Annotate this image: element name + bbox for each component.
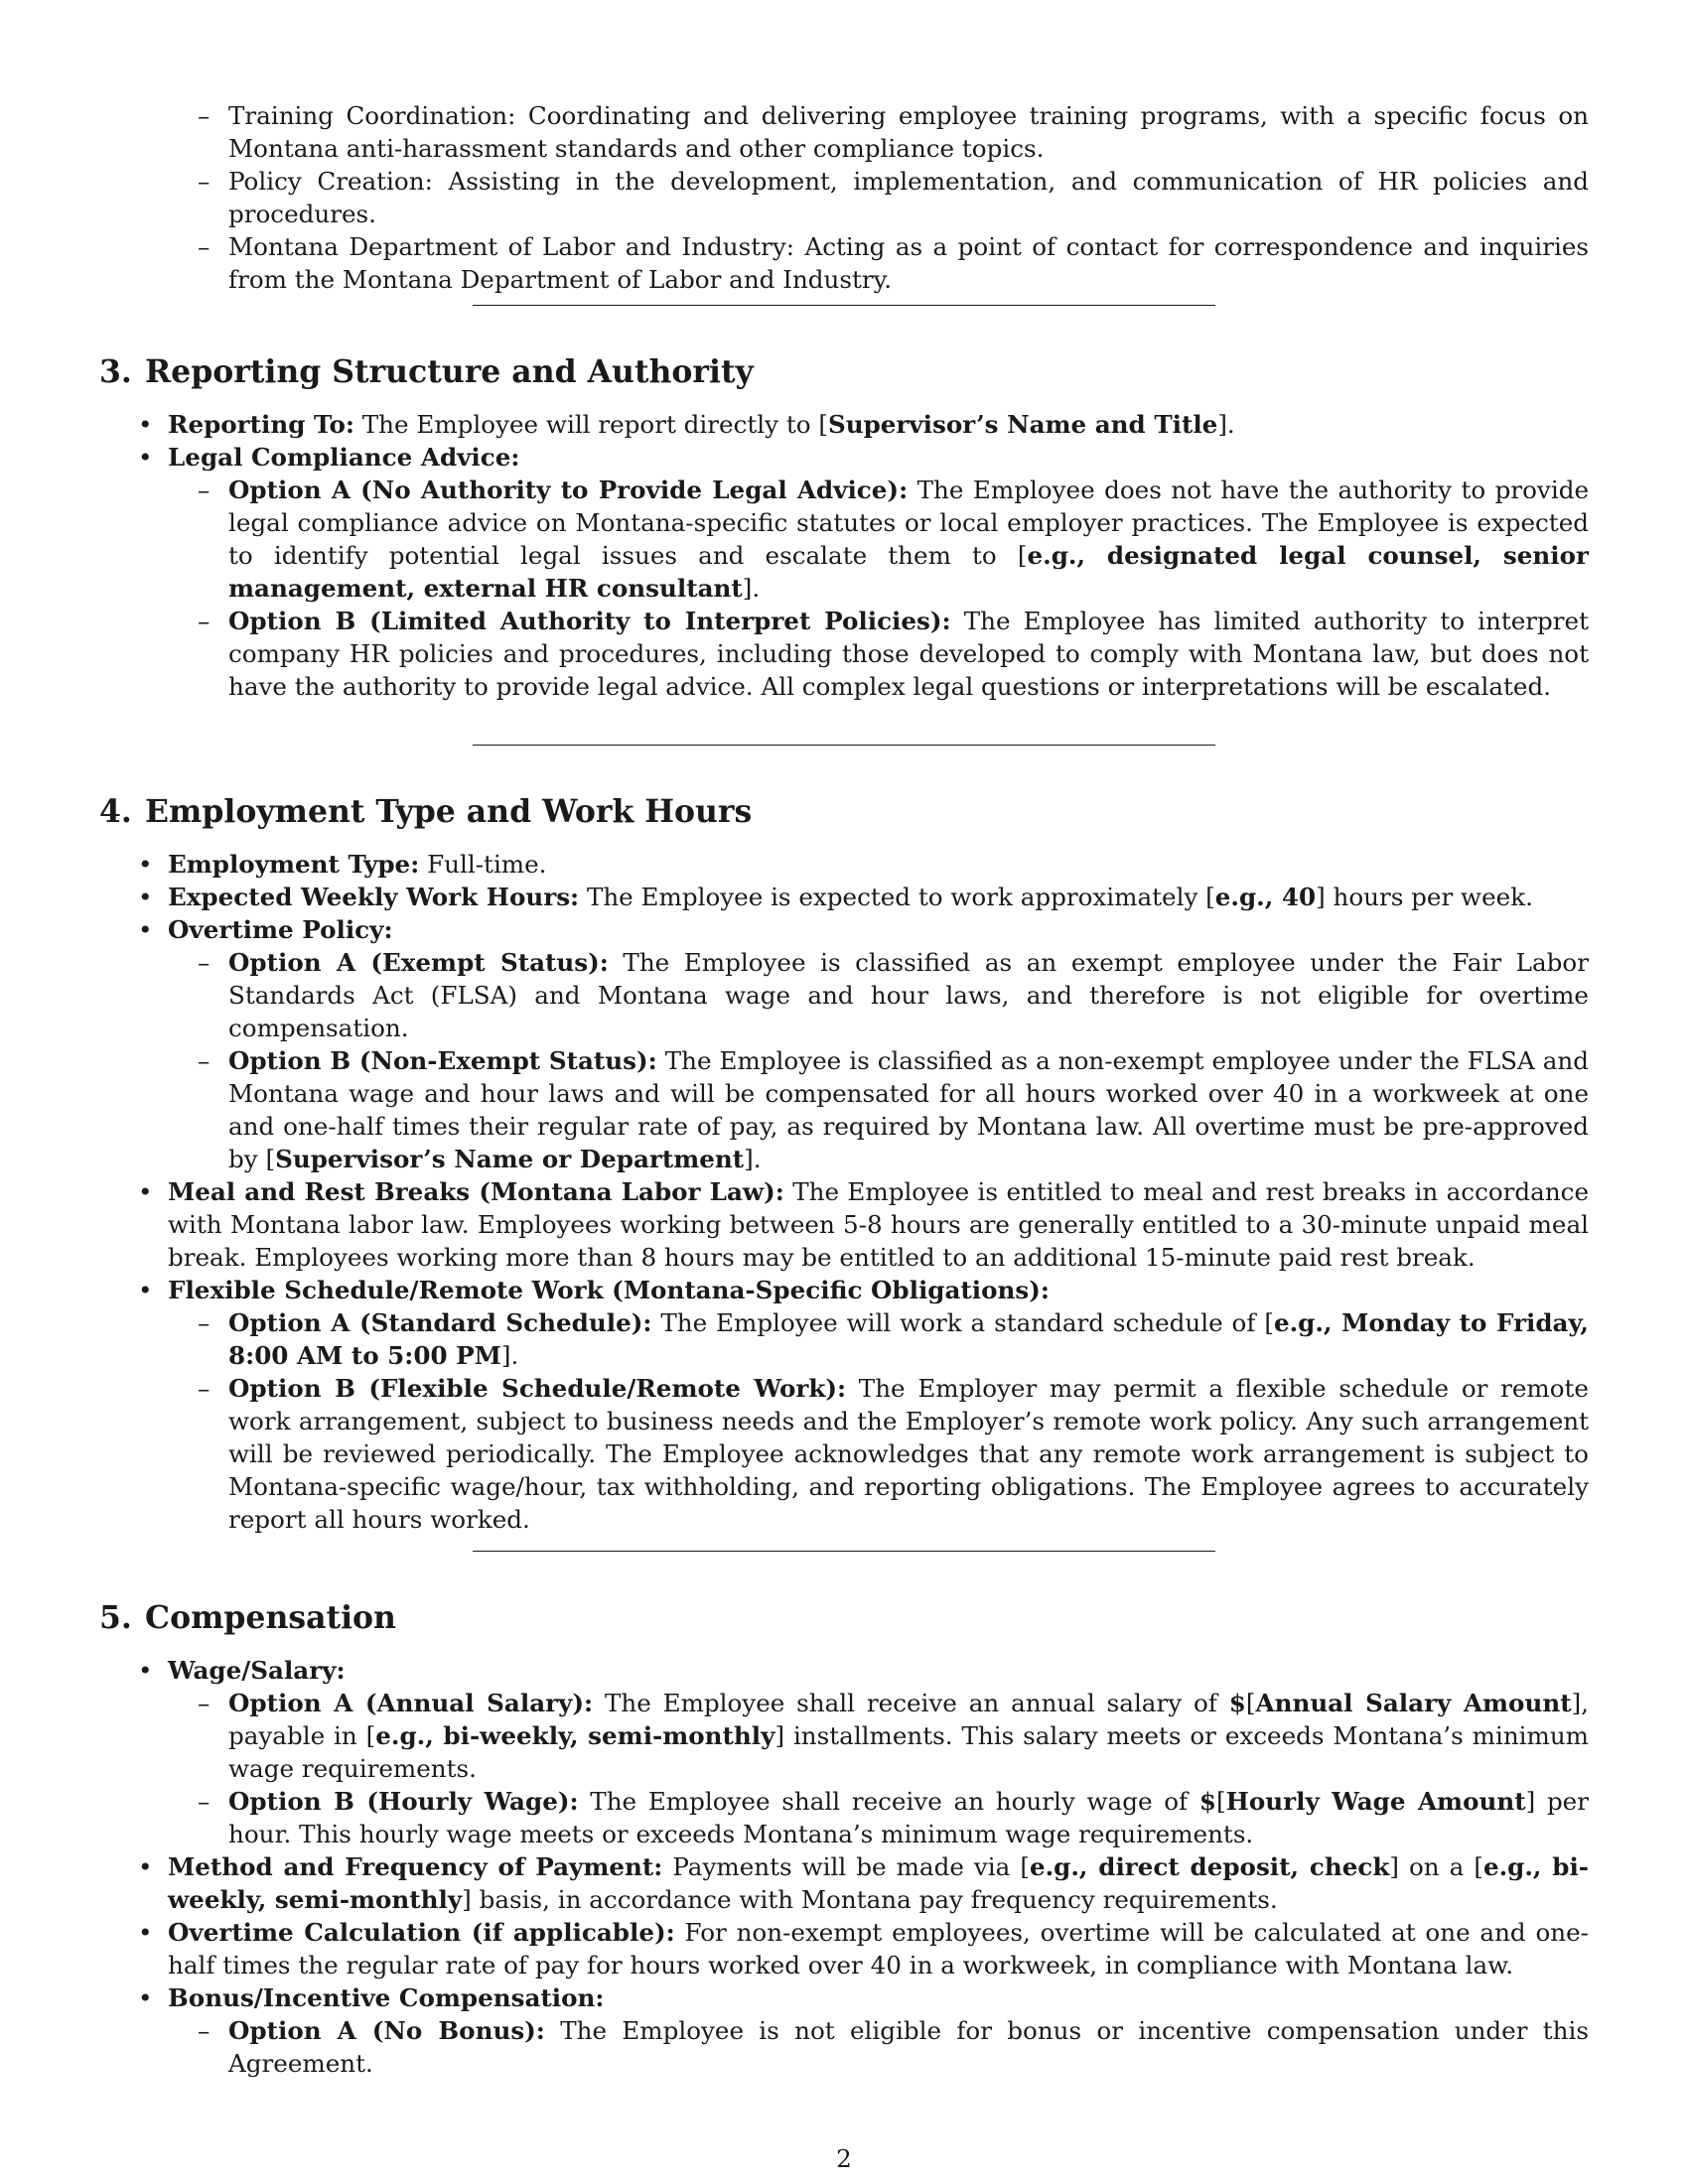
item-text: Coordinating and delivering employee training programs, with a specific focus on Montana anti-harassment standards and other compliance topics. (228, 101, 1590, 163)
bullet-marker: • (138, 1852, 153, 1881)
section-3-list (0, 408, 1688, 703)
item-text: Acting as a point of contact for correspondence and inquiries from the Montana Department of Labor and Industry. (228, 232, 1589, 294)
list-item-overtime-policy: • Overtime Policy: (138, 915, 393, 944)
item-text: Assisting in the development, implementation, and communication of HR policies and procedures. (228, 167, 1589, 228)
list-item-reporting: • Reporting To: The Employee will report directly to [Supervisor’s Name and Title]. (138, 410, 1235, 439)
dash-marker: – (198, 2016, 211, 2045)
dash-marker: – (198, 1689, 211, 1717)
section-5-list (0, 1654, 1688, 2080)
dash-marker: – (198, 232, 211, 261)
list-item (0, 230, 1688, 296)
list-item-payment-method: • Method and Frequency of Payment: Payments will be made via [e.g., direct deposit, check] on a [e.g., bi-weekly, semi-monthly] basis, in accordance with Montana pay frequency requirements. (138, 1852, 1589, 1914)
dash-marker: – (198, 948, 211, 977)
section-4-list (0, 848, 1688, 1536)
list-item-flexible-schedule: • Flexible Schedule/Remote Work (Montana-Specific Obligations): (138, 1276, 1050, 1304)
dash-marker: – (198, 1046, 211, 1075)
item-label: Policy Creation: (228, 167, 433, 196)
list-item-option-a: – Option A (Exempt Status): The Employee is classified as an exempt employee under the Fair Labor Standards Act (FLSA) and Montana wage and hour laws, and therefore is not eligible for overtime compensation. (198, 948, 1589, 1042)
dash-marker: – (198, 476, 211, 504)
section-heading-4: 4. Employment Type and Work Hours (99, 793, 753, 830)
list-item-weekly-hours: • Expected Weekly Work Hours: The Employee is expected to work approximately [e.g., 40] hours per week. (138, 883, 1533, 911)
bullet-marker: • (138, 1918, 153, 1947)
duties-list (0, 99, 1688, 296)
dash-marker: – (198, 1787, 211, 1816)
bullet-marker: • (138, 410, 153, 439)
section-heading-5: 5. Compensation (99, 1599, 396, 1636)
list-item-option-a: – Option A (No Authority to Provide Legal Advice): The Employee does not have the authority to provide legal compliance advice on Montana-specific statutes or local employer practices. The Employee is expected to identify potential legal issues and escalate them to [e.g., designated legal counsel, senior management, external HR consultant]. (198, 476, 1589, 603)
bullet-marker: • (138, 1276, 153, 1304)
dash-marker: – (198, 1374, 211, 1403)
page-number: 2 (836, 2144, 852, 2173)
section-heading-3: 3. Reporting Structure and Authority (99, 353, 754, 390)
item-label: Montana Department of Labor and Industry: (228, 232, 795, 261)
list-item-option-a: – Option A (Standard Schedule): The Employee will work a standard schedule of [e.g., Monday to Friday, 8:00 AM to 5:00 PM]. (198, 1308, 1589, 1370)
list-item-option-b: – Option B (Flexible Schedule/Remote Work): The Employer may permit a flexible schedule or remote work arrangement, subject to business needs and the Employer’s remote work policy. Any such arrangement will be reviewed periodically. The Employee acknowledges that any remote work arrangement is subject to Montana-specific wage/hour, tax withholding, and reporting obligations. The Employee agrees to accurately report all hours worked. (198, 1374, 1589, 1534)
horizontal-rule (473, 1551, 1215, 1552)
list-item-option-b: – Option B (Limited Authority to Interpret Policies): The Employee has limited authority to interpret company HR policies and procedures, including those developed to comply with Montana law, but does not have the authority to provide legal advice. All complex legal questions or interpretations will be escalated. (198, 607, 1589, 701)
item-label: Training Coordination: (228, 101, 516, 130)
bullet-marker: • (138, 1983, 153, 2012)
dash-marker: – (198, 167, 211, 196)
list-item (0, 165, 1688, 230)
bullet-marker: • (138, 1656, 153, 1685)
dash-marker: – (198, 101, 211, 130)
bullet-marker: • (138, 883, 153, 911)
dash-marker: – (198, 1308, 211, 1337)
list-item-option-b: – Option B (Non-Exempt Status): The Employee is classified as a non-exempt employee under the FLSA and Montana wage and hour laws and will be compensated for all hours worked over 40 in a workweek at one and one-half times their regular rate of pay, as required by Montana law. All overtime must be pre-approved by [Supervisor’s Name or Department]. (198, 1046, 1590, 1173)
list-item-option-a: – Option A (Annual Salary): The Employee shall receive an annual salary of $[Annual Salary Amount], payable in [e.g., bi-weekly, semi-monthly] installments. This salary meets or exceeds Montana’s minimum wage requirements. (198, 1689, 1590, 1783)
list-item-legal: • Legal Compliance Advice: (138, 443, 520, 472)
list-item-employment-type: • Employment Type: Full-time. (138, 850, 547, 879)
list-item-meal-breaks: • Meal and Rest Breaks (Montana Labor Law): The Employee is entitled to meal and rest breaks in accordance with Montana labor law. Employees working between 5-8 hours are generally entitled to a 30-minute unpaid meal break. Employees working more than 8 hours may be entitled to an additional 15-minute paid rest break. (138, 1177, 1589, 1272)
horizontal-rule (473, 745, 1215, 746)
list-item-overtime-calculation: • Overtime Calculation (if applicable): For non-exempt employees, overtime will be calculated at one and one-half times the regular rate of pay for hours worked over 40 in a workweek, in compliance with Montana law. (138, 1918, 1589, 1979)
bullet-marker: • (138, 1177, 153, 1206)
list-item-option-a: – Option A (No Bonus): The Employee is not eligible for bonus or incentive compensation under this Agreement. (198, 2016, 1589, 2078)
list-item (0, 99, 1688, 165)
list-item-bonus: • Bonus/Incentive Compensation: (138, 1983, 605, 2012)
dash-marker: – (198, 607, 211, 635)
list-item-option-b: – Option B (Hourly Wage): The Employee shall receive an hourly wage of $[Hourly Wage Amount] per hour. This hourly wage meets or exceeds Montana’s minimum wage requirements. (198, 1787, 1589, 1848)
bullet-marker: • (138, 443, 153, 472)
bullet-marker: • (138, 850, 153, 879)
bullet-marker: • (138, 915, 153, 944)
horizontal-rule (473, 305, 1215, 306)
list-item-wage-salary: • Wage/Salary: (138, 1656, 346, 1685)
